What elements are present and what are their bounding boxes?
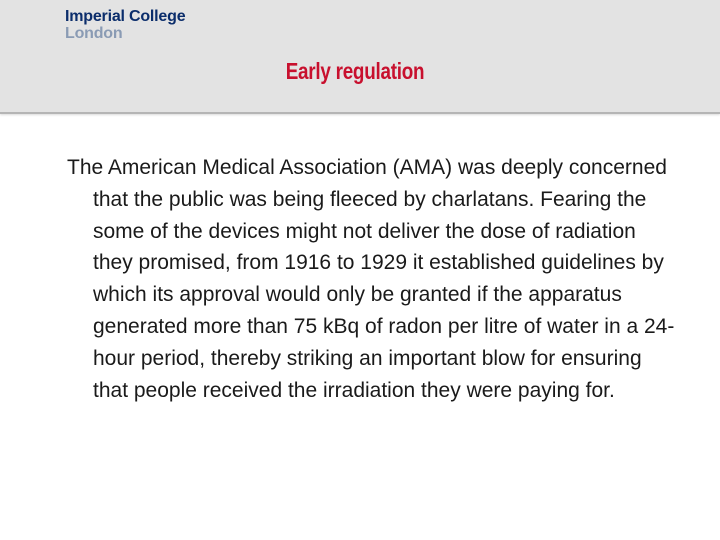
logo-line-2: London <box>65 25 123 42</box>
slide-title: Early regulation <box>285 58 425 84</box>
logo-line-1: Imperial College <box>65 8 186 25</box>
imperial-college-logo <box>65 8 185 42</box>
slide-header <box>0 0 720 114</box>
slide-body-text: The American Medical Association (AMA) was deeply concerned that the public was being fleeced by charlatans. Fearing the some of the devices might not deliver the dose of radiation they promised, from 1916 to 1929 it established guidelines by which its approval would only be granted if the apparatus generated more than 75 kBq of radon per litre of water in a 24-hour period, thereby striking an important blow for ensuring that people received the irradiation they were paying for. <box>67 156 675 402</box>
